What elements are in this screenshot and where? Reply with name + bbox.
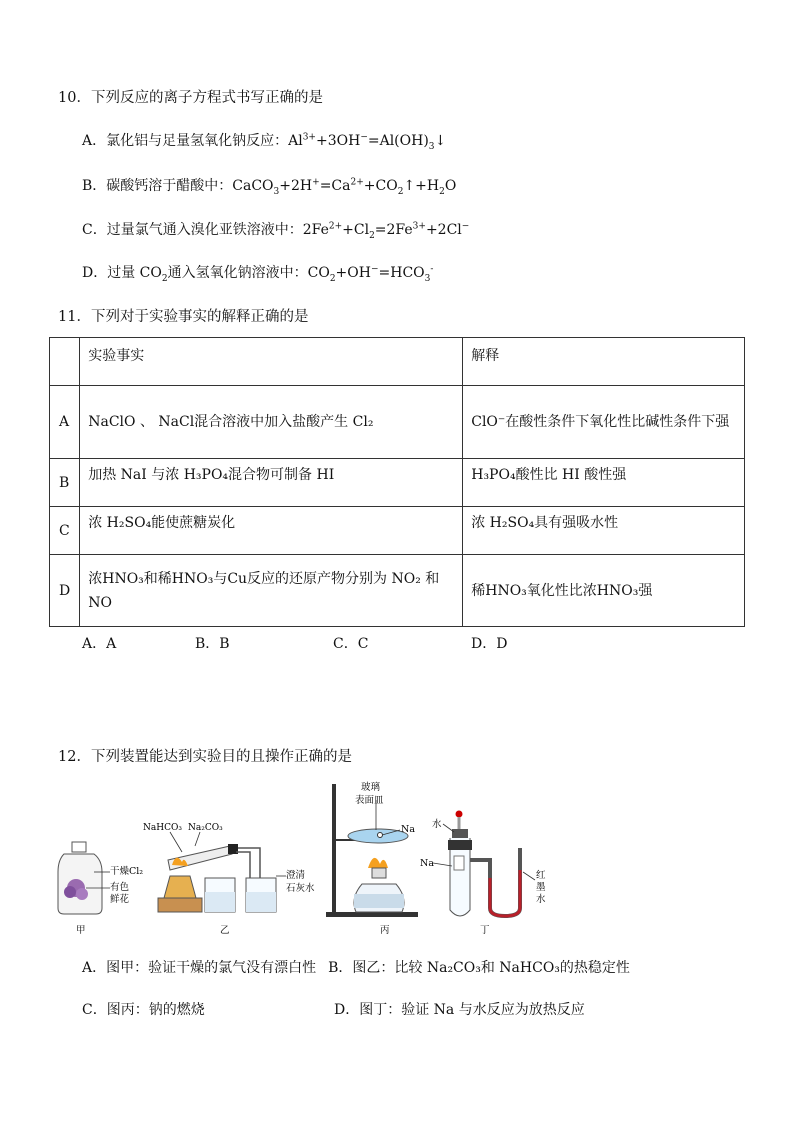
q11-answer-d[interactable]: D．D	[471, 636, 508, 652]
jia-label-flower: 鲜花	[110, 894, 130, 905]
row-explain: 浓 H₂SO₄具有强吸水性	[463, 507, 745, 555]
yi-label-nahco3: NaHCO₃	[143, 823, 182, 833]
yi-label-limewater: 石灰水	[286, 883, 315, 894]
table-header-row	[50, 338, 745, 386]
q10-option-d: D．过量 $CO_2$通入氢氧化钠溶液中：$CO_2+OH^-=HCO_3^-$	[82, 264, 434, 284]
row-fact: 浓HNO₃和稀HNO₃与Cu反应的还原产物分别为 NO₂ 和 NO	[80, 555, 463, 627]
header-fact: 实验事实	[80, 338, 463, 386]
q12-option-b: B．图乙：比较 Na₂CO₃和 NaHCO₃的热稳定性	[328, 960, 630, 976]
table-row	[50, 507, 745, 555]
row-explain: H₃PO₄酸性比 HI 酸性强	[463, 459, 745, 507]
table-corner-cell	[50, 338, 80, 386]
q11-answers	[82, 633, 507, 653]
experiment-table	[49, 337, 745, 627]
row-fact: 浓 H₂SO₄能使蔗糖炭化	[80, 507, 463, 555]
row-explain: ClO⁻在酸性条件下氧化性比碱性条件下强	[463, 386, 745, 459]
table-row	[50, 555, 745, 627]
q10-option-a: A．氯化铝与足量氢氧化钠反应：$Al^{3+}+3OH^-=Al(OH)_3↓$	[82, 132, 447, 152]
header-explain: 解释	[463, 338, 745, 386]
jia-caption: 甲	[76, 925, 86, 936]
apparatus-jia	[58, 842, 143, 936]
row-explain: 稀HNO₃氧化性比浓HNO₃强	[463, 555, 745, 627]
yi-label-na2co3: Na₂CO₃	[188, 823, 223, 833]
row-label: B	[50, 459, 80, 507]
q12-option-c: C．图丙：钠的燃烧	[82, 1002, 205, 1018]
table-row	[50, 386, 745, 459]
yi-label-clear: 澄清	[286, 870, 306, 881]
q12-stem: 12．下列装置能达到实验目的且操作正确的是	[58, 749, 352, 765]
ding-label-water: 水	[432, 819, 442, 830]
bing-caption: 丙	[380, 925, 390, 936]
bing-label-dish: 表面皿	[355, 795, 384, 806]
jia-label-colored: 有色	[110, 882, 130, 893]
yi-caption: 乙	[220, 925, 230, 936]
bing-label-na: Na	[401, 824, 415, 835]
row-fact: NaClO 、 NaCl混合溶液中加入盐酸产生 Cl₂	[80, 386, 463, 459]
bing-label-glass: 玻璃	[361, 782, 381, 793]
ding-label-water2: 水	[536, 894, 546, 905]
row-label: C	[50, 507, 80, 555]
row-label: A	[50, 386, 80, 459]
q11-answer-a[interactable]: A．A	[82, 636, 117, 652]
jia-label-dry-cl2: 干燥Cl₂	[110, 866, 144, 877]
apparatus-ding	[420, 811, 546, 937]
q12-option-d: D．图丁：验证 Na 与水反应为放热反应	[334, 1002, 585, 1018]
ding-label-red: 红	[536, 870, 546, 881]
row-label: D	[50, 555, 80, 627]
apparatus-yi	[143, 823, 315, 936]
q12-option-a: A．图甲：验证干燥的氯气没有漂白性 B．图乙：比较 Na₂CO₃和 NaHCO₃的热稳定性	[82, 960, 630, 976]
q11-stem: 11．下列对于实验事实的解释正确的是	[58, 309, 309, 325]
table-row	[50, 459, 745, 507]
ding-label-ink: 墨	[536, 882, 546, 893]
q11-answer-c[interactable]: C．C	[333, 636, 369, 652]
q10-option-c: C．过量氯气通入溴化亚铁溶液中：$2Fe^{2+}+Cl_2=2Fe^{3+}+2Cl^-$	[82, 221, 470, 241]
q10-option-b: B．碳酸钙溶于醋酸中：$CaCO_3+2H^+=Ca^{2+}+CO_2↑+H_2O$	[82, 177, 457, 197]
q11-answer-b[interactable]: B．B	[195, 636, 230, 652]
ding-caption: 丁	[480, 925, 490, 936]
apparatus-figure	[50, 780, 740, 940]
q10-stem: 10．下列反应的离子方程式书写正确的是	[58, 90, 323, 106]
apparatus-bing	[326, 781, 418, 936]
ding-label-na: Na	[420, 858, 434, 869]
row-fact: 加热 NaI 与浓 H₃PO₄混合物可制备 HI	[80, 459, 463, 507]
